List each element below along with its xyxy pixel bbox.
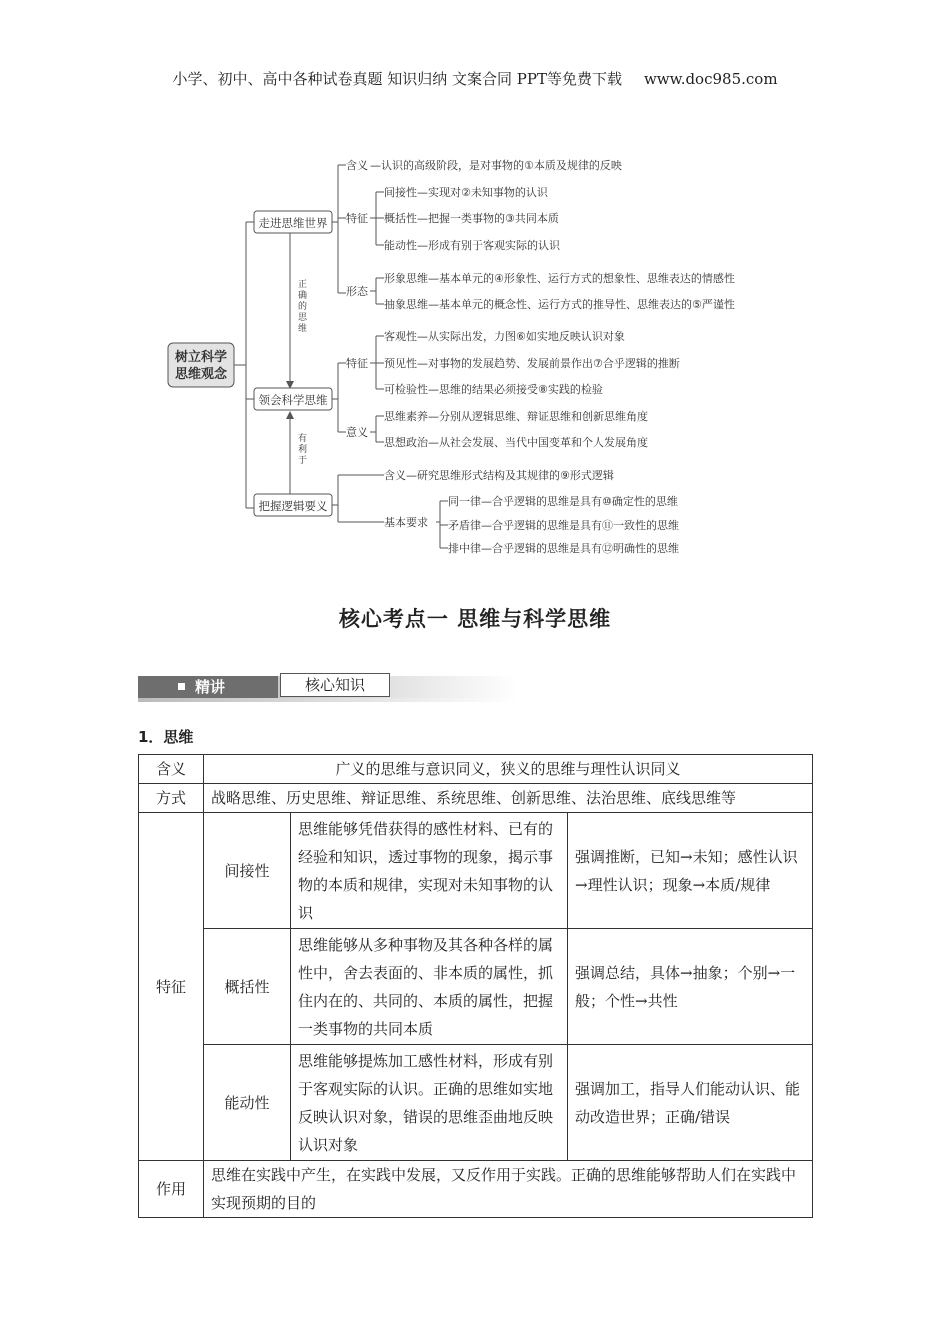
- svg-text:正: 正: [298, 280, 308, 290]
- square-bullet-icon: [178, 683, 185, 690]
- table-row: [139, 1045, 813, 1161]
- svg-text:形象思维—基本单元的④形象性、运行方式的想象性、思维表达的情: 形象思维—基本单元的④形象性、运行方式的想象性、思维表达的情感性: [384, 272, 735, 285]
- svg-text:把握逻辑要义: 把握逻辑要义: [258, 499, 328, 513]
- root-line-2: 思维观念: [174, 367, 228, 382]
- row-content: 战略思维、历史思维、辩证思维、系统思维、创新思维、法治思维、底线思维等: [204, 784, 813, 813]
- svg-text:可检验性—思维的结果必须接受⑧实践的检验: 可检验性—思维的结果必须接受⑧实践的检验: [384, 383, 603, 396]
- knowledge-table: [138, 754, 813, 1218]
- feature-name: 概括性: [204, 929, 291, 1045]
- row-label: 作用: [139, 1161, 204, 1218]
- svg-text:思: 思: [298, 313, 308, 323]
- svg-text:矛盾律—合乎逻辑的思维是具有⑪一致性的思维: 矛盾律—合乎逻辑的思维是具有⑪一致性的思维: [448, 519, 679, 532]
- svg-text:于: 于: [298, 456, 308, 466]
- svg-text:特征: 特征: [346, 357, 368, 370]
- table-row: [139, 784, 813, 813]
- svg-text:维: 维: [298, 324, 308, 334]
- header-text: 小学、初中、高中各种试卷真题 知识归纳 文案合同 PPT等免费下载: [172, 70, 622, 88]
- branch-1-details: [346, 158, 735, 311]
- banner-dark-label: 精讲: [195, 678, 226, 696]
- svg-text:概括性—把握一类事物的③共同本质: 概括性—把握一类事物的③共同本质: [384, 212, 559, 225]
- svg-text:走进思维世界: 走进思维世界: [258, 216, 328, 230]
- svg-text:的: 的: [298, 302, 308, 312]
- row-label: 含义: [139, 755, 204, 784]
- mind-map: [150, 145, 790, 565]
- svg-text:有: 有: [298, 434, 308, 444]
- svg-text:形态: 形态: [346, 285, 368, 298]
- branch-2: [254, 388, 332, 410]
- feature-name: 间接性: [204, 813, 291, 929]
- banner: [138, 676, 518, 702]
- svg-text:思想政治—从社会发展、当代中国变革和个人发展角度: 思想政治—从社会发展、当代中国变革和个人发展角度: [384, 436, 648, 449]
- svg-text:—认识的高级阶段，是对事物的①本质及规律的反映: —认识的高级阶段，是对事物的①本质及规律的反映: [370, 159, 622, 172]
- note-correct-thinking: [298, 279, 308, 334]
- svg-text:抽象思维—基本单元的概念性、运行方式的推导性、思维表达的⑤严: 抽象思维—基本单元的概念性、运行方式的推导性、思维表达的⑤严谨性: [384, 298, 735, 311]
- svg-text:含义—研究思维形式结构及其规律的⑨形式逻辑: 含义—研究思维形式结构及其规律的⑨形式逻辑: [384, 469, 614, 482]
- feature-note: 强调推断，已知→未知；感性认识→理性认识；现象→本质/规律: [568, 813, 813, 929]
- svg-text:能动性—形成有别于客观实际的认识: 能动性—形成有别于客观实际的认识: [384, 239, 560, 252]
- feature-note: 强调总结，具体→抽象；个别→一般；个性→共性: [568, 929, 813, 1045]
- svg-text:同一律—合乎逻辑的思维是具有⑩确定性的思维: 同一律—合乎逻辑的思维是具有⑩确定性的思维: [448, 495, 678, 508]
- svg-text:意义: 意义: [346, 426, 368, 439]
- page-header: [0, 68, 950, 89]
- header-url[interactable]: www.doc985.com: [643, 70, 778, 88]
- feature-desc: 思维能够凭借获得的感性材料、已有的经验和知识，透过事物的现象，揭示事物的本质和规律，实现对未知事物的认识: [291, 813, 568, 929]
- svg-text:客观性—从实际出发，力图⑥如实地反映认识对象: 客观性—从实际出发，力图⑥如实地反映认识对象: [384, 330, 625, 343]
- row-content: 思维在实践中产生，在实践中发展，又反作用于实践。正确的思维能够帮助人们在实践中实现预期的目的: [204, 1161, 813, 1218]
- feature-name: 能动性: [204, 1045, 291, 1161]
- svg-text:排中律—合乎逻辑的思维是具有⑫明确性的思维: 排中律—合乎逻辑的思维是具有⑫明确性的思维: [448, 542, 679, 555]
- svg-text:间接性—实现对②未知事物的认识: 间接性—实现对②未知事物的认识: [384, 186, 548, 199]
- section-title: 核心考点一 思维与科学思维: [338, 607, 612, 631]
- note-beneficial: [298, 432, 307, 466]
- svg-text:基本要求: 基本要求: [384, 516, 428, 529]
- section-heading: 1．思维: [138, 728, 194, 746]
- table-row: [139, 929, 813, 1045]
- svg-text:思维素养—分别从逻辑思维、辩证思维和创新思维角度: 思维素养—分别从逻辑思维、辩证思维和创新思维角度: [384, 410, 648, 423]
- feature-desc: 思维能够提炼加工感性材料，形成有别于客观实际的认识。正确的思维如实地反映认识对象，错误的思维歪曲地反映认识对象: [291, 1045, 568, 1161]
- banner-tab: 核心知识: [280, 673, 390, 697]
- row-label: 特征: [139, 813, 204, 1161]
- branch-2-details: [346, 329, 680, 449]
- banner-dark: [138, 676, 278, 698]
- banner-underline: [138, 698, 518, 702]
- row-content: 广义的思维与意识同义，狭义的思维与理性认识同义: [204, 755, 813, 784]
- row-label: 方式: [139, 784, 204, 813]
- table-row: [139, 813, 813, 929]
- table-row: [139, 1161, 813, 1218]
- svg-text:特征: 特征: [346, 212, 368, 225]
- root-line-1: 树立科学: [174, 350, 228, 365]
- feature-desc: 思维能够从多种事物及其各种各样的属性中，舍去表面的、非本质的属性，抓住内在的、共同的、本质的属性，把握一类事物的共同本质: [291, 929, 568, 1045]
- branch-3: [254, 494, 332, 516]
- svg-text:领会科学思维: 领会科学思维: [258, 393, 328, 407]
- feature-note: 强调加工，指导人们能动认识、能动改造世界；正确/错误: [568, 1045, 813, 1161]
- mind-map-root: [168, 343, 234, 387]
- table-row: [139, 755, 813, 784]
- branch-1: [254, 211, 332, 233]
- branch-3-details: [384, 468, 679, 555]
- svg-text:含义: 含义: [346, 159, 368, 172]
- svg-text:确: 确: [298, 291, 308, 301]
- svg-text:预见性—对事物的发展趋势、发展前景作出⑦合乎逻辑的推断: 预见性—对事物的发展趋势、发展前景作出⑦合乎逻辑的推断: [384, 357, 680, 370]
- svg-text:利: 利: [298, 445, 308, 455]
